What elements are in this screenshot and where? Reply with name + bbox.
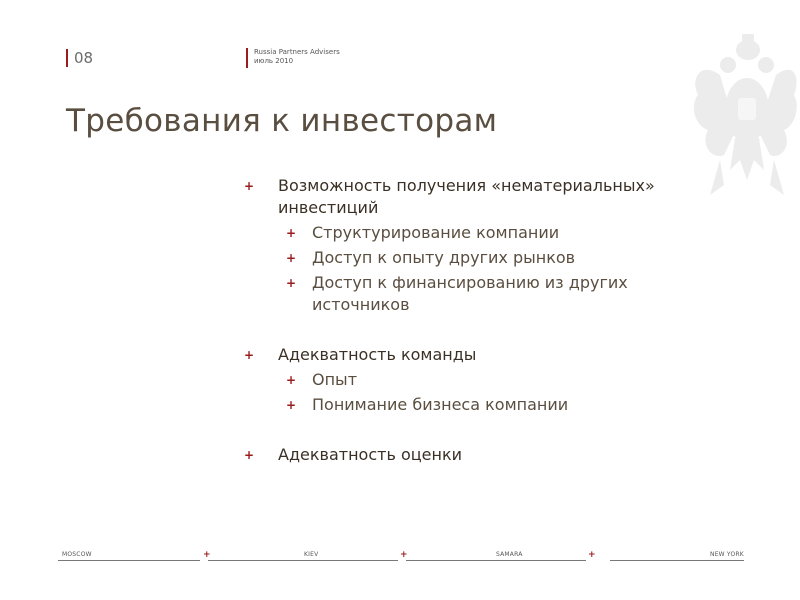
plus-icon: + xyxy=(203,550,211,560)
company-header xyxy=(246,48,340,68)
sub-bullet-item xyxy=(244,247,704,269)
plus-icon: + xyxy=(400,550,408,560)
sub-bullet-text: Понимание бизнеса компании xyxy=(312,395,569,414)
slide-number-text: 08 xyxy=(74,49,94,67)
footer-city-new-york: NEW YORK xyxy=(710,551,744,558)
page-title: Требования к инвесторам xyxy=(66,103,498,139)
plus-bullet-icon: + xyxy=(286,276,297,290)
plus-bullet-icon: + xyxy=(286,226,297,240)
sub-bullet-text: Доступ к опыту других рынков xyxy=(312,248,576,267)
sub-bullet-item xyxy=(244,369,704,391)
slide-number xyxy=(66,48,93,68)
header-date: июль 2010 xyxy=(254,57,294,65)
sub-bullet-text: Опыт xyxy=(312,370,358,389)
bullet-text: Возможность получения «нематериальных» инвестиций xyxy=(278,176,655,217)
plus-icon: + xyxy=(588,550,596,560)
sub-bullet-item xyxy=(244,222,704,244)
company-name: Russia Partners Advisers xyxy=(254,48,340,56)
footer-cities xyxy=(58,551,748,563)
sub-bullet-text: Структурирование компании xyxy=(312,223,560,242)
bullet-item xyxy=(244,444,704,466)
bullet-text: Адекватность оценки xyxy=(278,445,462,464)
footer-divider xyxy=(406,560,586,561)
footer-divider xyxy=(610,560,744,561)
plus-bullet-icon: + xyxy=(244,348,255,362)
plus-bullet-icon: + xyxy=(244,448,255,462)
footer-divider xyxy=(208,560,398,561)
footer-city-samara: SAMARA xyxy=(496,551,523,558)
footer-city-moscow: MOSCOW xyxy=(62,551,92,558)
sub-bullet-item xyxy=(244,394,704,416)
bullet-list xyxy=(244,175,704,466)
bullet-item xyxy=(244,175,704,219)
footer-city-kiev: KIEV xyxy=(304,551,319,558)
accent-bar xyxy=(66,49,68,67)
double-headed-eagle-emblem-icon xyxy=(690,20,800,220)
footer-divider xyxy=(58,560,200,561)
bullet-text: Адекватность команды xyxy=(278,345,477,364)
sub-bullet-item xyxy=(244,272,704,316)
sub-bullet-text: Доступ к финансированию из других источников xyxy=(312,273,628,314)
plus-bullet-icon: + xyxy=(286,251,297,265)
accent-bar xyxy=(246,48,248,68)
bullet-item xyxy=(244,344,704,366)
plus-bullet-icon: + xyxy=(286,398,297,412)
plus-bullet-icon: + xyxy=(244,179,255,193)
plus-bullet-icon: + xyxy=(286,373,297,387)
